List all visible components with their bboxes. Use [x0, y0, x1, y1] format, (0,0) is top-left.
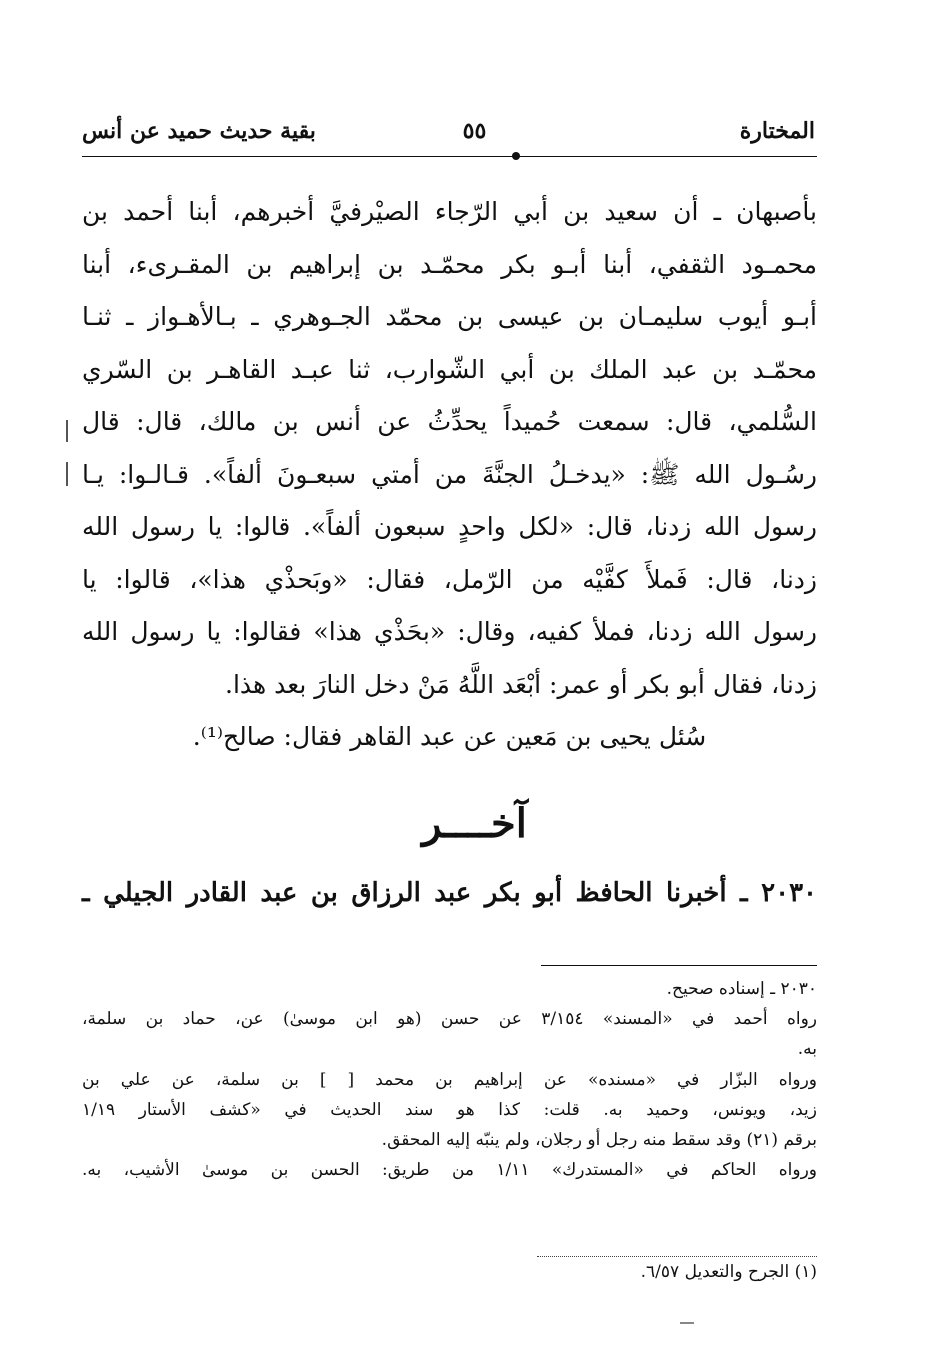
footnotes [82, 974, 817, 1185]
footnote-line: ورواه الحاكم في «المستدرك» ١/١١ من طريق: الحسن بن موسىٰ الأشيب، به. [82, 1160, 817, 1181]
footnote-line: برقم (٢١) وقد سقط منه رجل أو رجلان، ولم ينبّه إليه المحقق. [381, 1129, 817, 1150]
footnote-rule [541, 965, 817, 966]
footnote-dotted-rule [537, 1256, 817, 1257]
hadith-text [82, 186, 817, 711]
section-title: آخــــر [422, 800, 527, 847]
hadith-heading: ٢٠٣٠ ـ أخبرنا الحافظ أبو بكر عبد الرزاق بن عبد القادر الجيلي ـ [82, 878, 817, 908]
text-line: محمّـد بن عبد الملك بن أبي الشّوارب، ثنا عبـد القاهـر بن السّري [82, 354, 817, 384]
footnote-line: زيد، ويونس، وحميد به. قلت: كذا هو سند الحديث في «كشف الأستار ١/١٩ [82, 1099, 817, 1120]
margin-mark [66, 462, 68, 486]
text-line: رسول الله زدنا، فملأ كفيه، وقال: «بحَذْي هذا» فقالوا: يا رسول الله [82, 617, 817, 646]
header-rule [82, 156, 817, 157]
text-line: بأصبهان ـ أن سعيد بن أبي الرّجاء الصيْرفيَّ أخبرهم، أبنا أحمد بن [82, 197, 817, 226]
footnote-reference: (١) الجرح والتعديل ٦/٥٧. [640, 1262, 817, 1282]
footnote-line: رواه أحمد في «المسند» ٣/١٥٤ عن حسن (هو ابن موسىٰ) عن، حماد بن سلمة، [82, 1009, 817, 1030]
margin-mark [66, 420, 68, 442]
text-line: محمـود الثقفي، أبنا أبـو بكر محمّـد بن إبراهيم بن المقـرىء، أبنا [82, 249, 817, 279]
text-line: رسُـول الله ﷺ: «يدخـلُ الجنَّةَ من أمتي سبعـونَ ألفاً». قـالـوا: يـا [82, 459, 817, 489]
text-line: زدنا، قال: فَملأَ كفَّيْه من الرّمل، فقال: «وبَحذْي هذا»، قالوا: يا [82, 564, 817, 594]
footnote-line: ورواه البزّار في «مسنده» عن إبراهيم بن محمد [ ] بن سلمة، عن علي بن [82, 1069, 817, 1090]
footnote-line: به. [797, 1039, 817, 1060]
running-header-chapter-title: بقية حديث حميد عن أنس [82, 118, 316, 144]
scan-speck [680, 1322, 694, 1324]
page-number: ٥٥ [462, 118, 487, 144]
header-ornament [512, 152, 520, 160]
footnote-line: ٢٠٣٠ ـ إسناده صحيح. [666, 979, 817, 999]
text-line: السُّلمي، قال: سمعت حُميداً يحدِّثُ عن أنس بن مالك، قال: قال [82, 407, 817, 436]
running-header-book-title: المختارة [739, 118, 815, 144]
text-line: زدنا، فقال أبو بكر أو عمر: أبْعَد اللَّهُ مَنْ دخل النارَ بعد هذا. [225, 669, 817, 699]
narrator-note: سُئل يحيى بن مَعين عن عبد القاهر فقال: صالح⁽¹⁾. [192, 722, 707, 751]
text-line: رسول الله زدنا، قال: «لكل واحدٍ سبعون ألفاً». قالوا: يا رسول الله [82, 512, 817, 541]
text-line: أبـو أيوب سليمـان بن عيسى بن محمّد الجـوهري ـ بـالأهـواز ـ ثنـا [82, 302, 817, 331]
